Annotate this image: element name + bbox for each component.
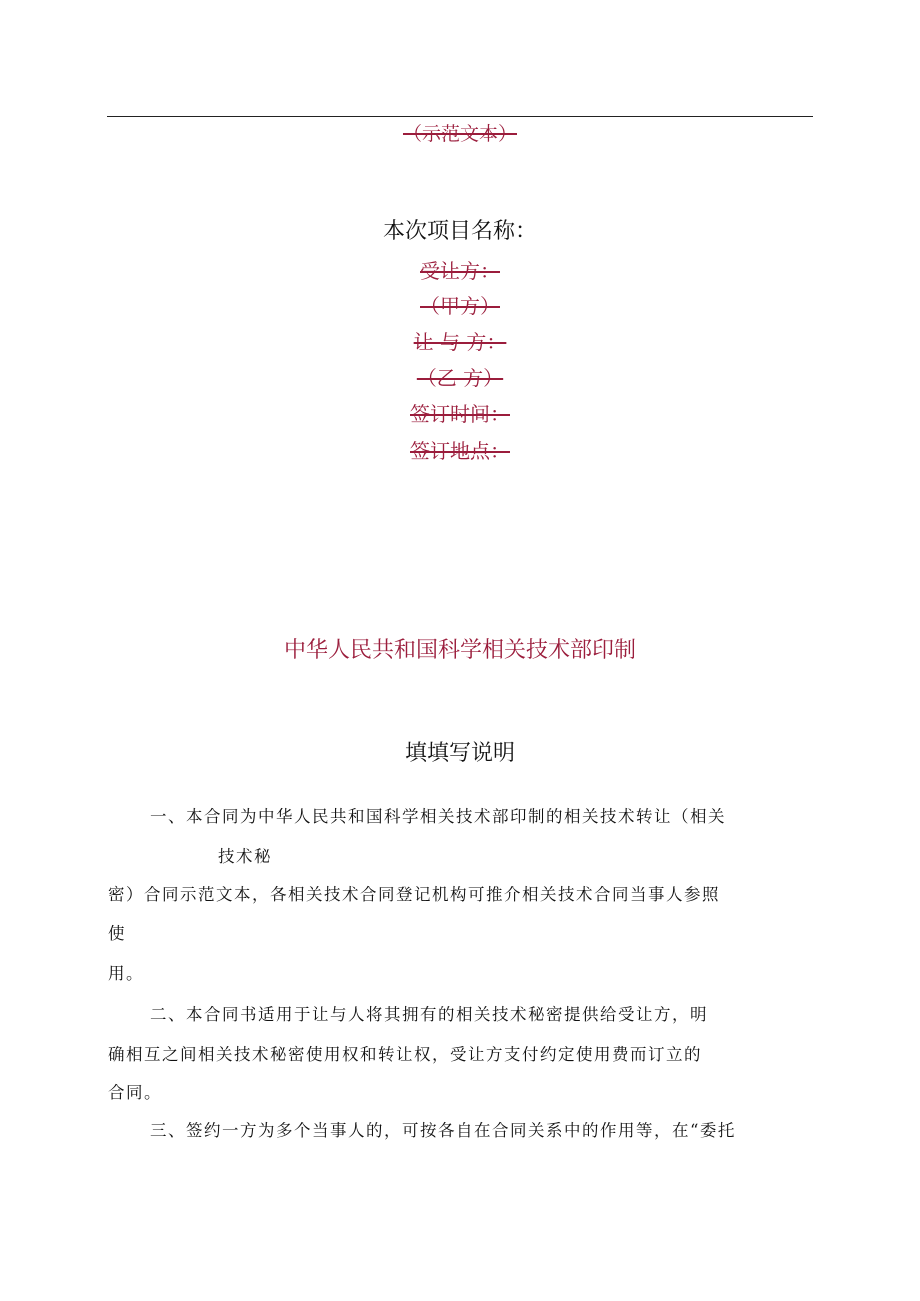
field-party-b: （乙 方） <box>416 366 504 390</box>
instruction-line: 二、本合同书适用于让与人将其拥有的相关技术秘密提供给受让方，明 <box>150 1005 708 1024</box>
instruction-line: 用。 <box>108 964 144 983</box>
project-name-label: 本次项目名称： <box>382 219 537 244</box>
field-signing-time: 签订时间： <box>410 402 510 426</box>
instructions-title: 填填写说明 <box>404 741 515 766</box>
field-transferor: 让 与 方： <box>413 330 507 354</box>
instruction-line: 确相互之间相关技术秘密使用权和转让权，受让方支付约定使用费而订立的 <box>108 1045 702 1064</box>
instruction-line: 使 <box>108 924 126 943</box>
publisher-label: 中华人民共和国科学相关技术部印制 <box>283 638 636 663</box>
sample-text-label: （示范文本） <box>402 123 517 145</box>
instruction-line: 技术秘 <box>218 847 272 866</box>
instruction-line: 一、本合同为中华人民共和国科学相关技术部印制的相关技术转让（相关 <box>150 807 726 826</box>
instruction-line: 合同。 <box>108 1083 162 1102</box>
field-transferee: 受让方： <box>420 259 500 283</box>
field-signing-place: 签订地点： <box>410 439 510 463</box>
instruction-line: 密）合同示范文本，各相关技术合同登记机构可推介相关技术合同当事人参照 <box>108 885 720 904</box>
field-party-a: （甲方） <box>420 294 500 318</box>
instruction-line: 三、签约一方为多个当事人的，可按各自在合同关系中的作用等，在“委托 <box>150 1121 736 1140</box>
header-rule <box>107 116 813 117</box>
